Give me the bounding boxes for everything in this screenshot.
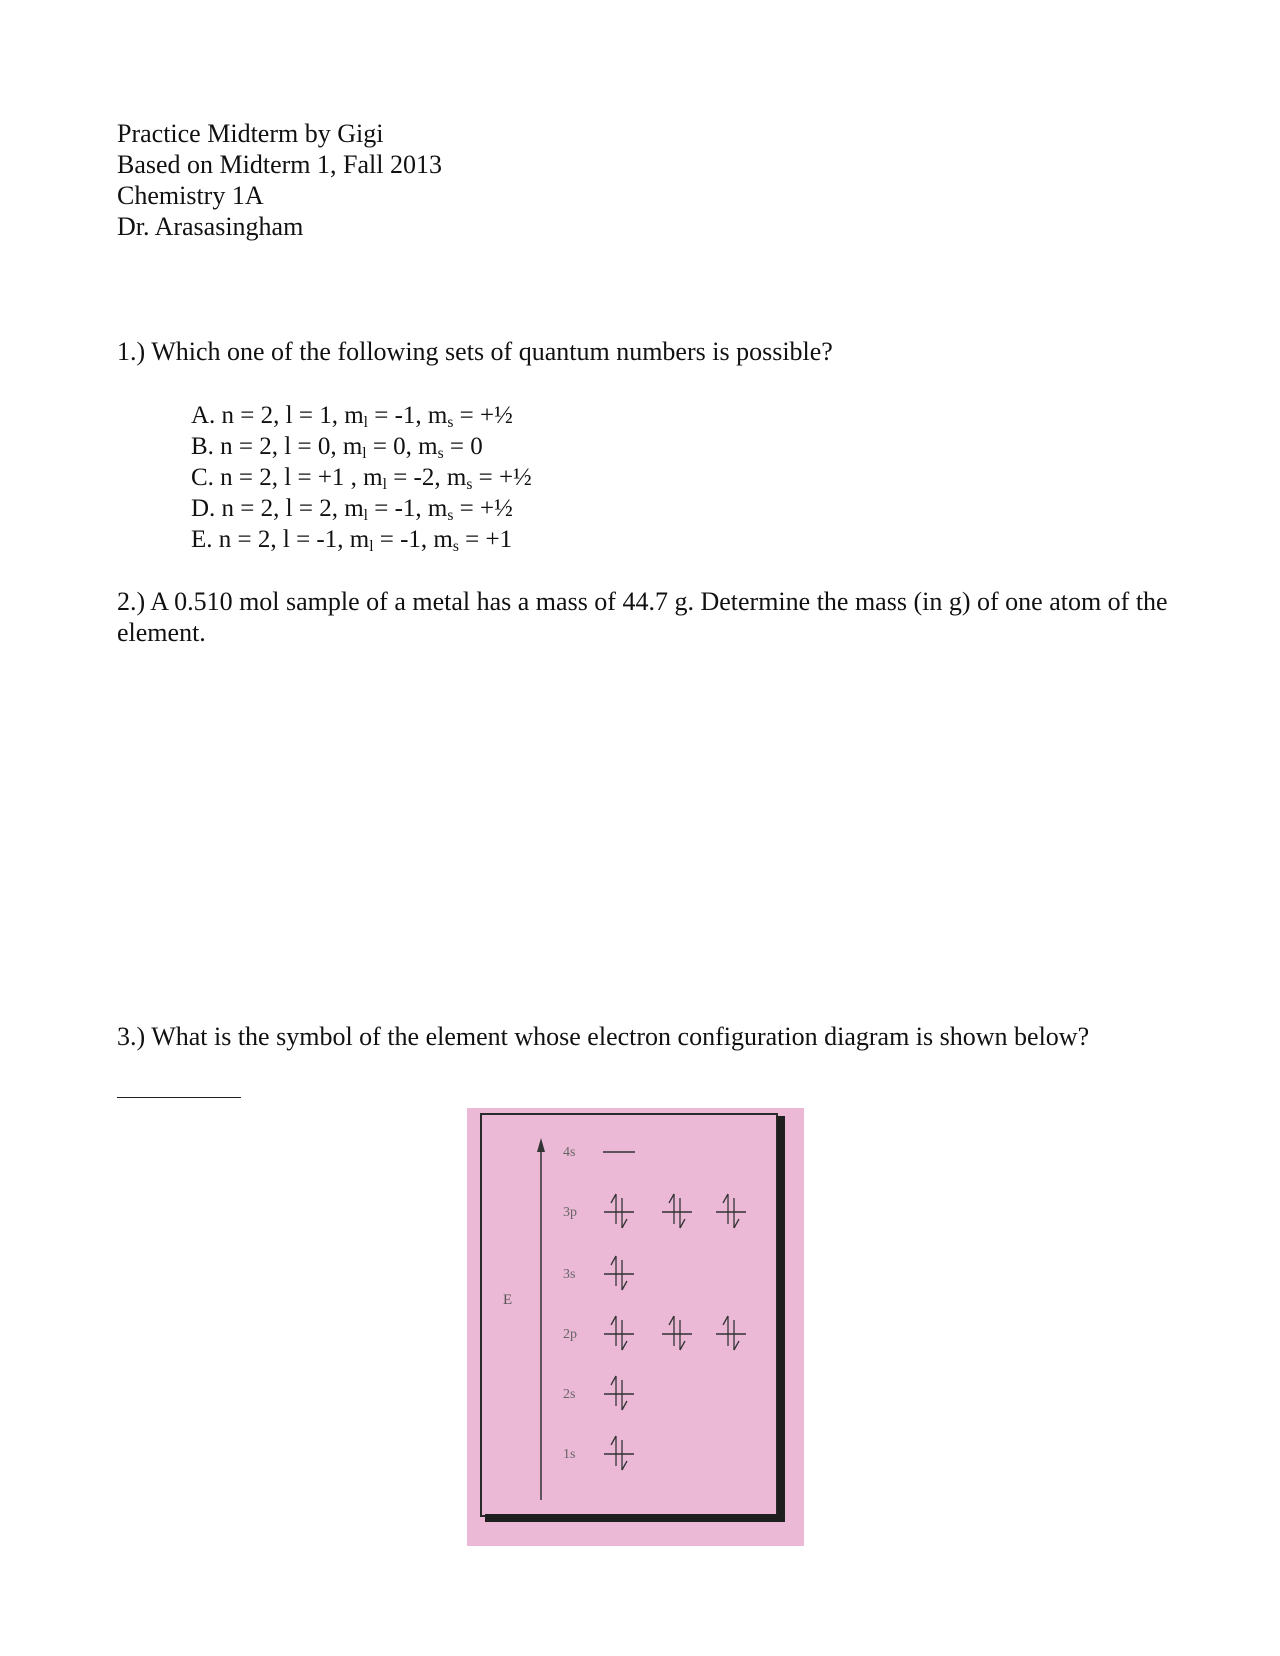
level-label-3p: 3p <box>563 1205 577 1220</box>
level-label-2p: 2p <box>563 1327 577 1342</box>
diagram-background <box>467 1108 804 1546</box>
level-label-2s: 2s <box>563 1387 576 1402</box>
option-d: D. n = 2, l = 2, $m_l = -1$, $m_s$ = +½ <box>191 495 513 524</box>
diagram-frame-shadow-bottom <box>485 1514 785 1522</box>
question-2-prompt: 2.) A 0.510 mol sample of a metal has a mass of 44.7 g. Determine the mass (in g) of one atom of the element. <box>117 587 1168 647</box>
orbital-diagram-figure <box>467 1108 804 1546</box>
header-title: Practice Midterm by Gigi <box>117 119 384 148</box>
question-3-prompt: 3.) What is the symbol of the element whose electron configuration diagram is shown below? <box>117 1022 1090 1051</box>
option-e: E. n = 2, l = -1, $m_l = -1$, $m_s = +1$ <box>191 526 513 555</box>
header-source: Based on Midterm 1, Fall 2013 <box>117 150 442 179</box>
option-a: A. n = 2, l = 1, $m_l = -1$, $m_s$ = +½ <box>191 402 513 431</box>
document-header <box>117 118 442 242</box>
level-label-1s: 1s <box>563 1447 576 1462</box>
level-label-4s: 4s <box>563 1145 576 1160</box>
orbital-diagram <box>467 1108 804 1546</box>
question-1-options <box>191 400 532 555</box>
energy-axis-label: E <box>503 1292 513 1308</box>
question-1-prompt: 1.) Which one of the following sets of quantum numbers is possible? <box>117 337 833 366</box>
option-c: C. n = 2, l = +1 , $m_l = -2$, $m_s$ = +½ <box>191 464 532 493</box>
header-instructor: Dr. Arasasingham <box>117 212 304 241</box>
header-course: Chemistry 1A <box>117 181 264 210</box>
level-label-3s: 3s <box>563 1267 576 1282</box>
option-b: B. n = 2, l = 0, $m_l = 0$, $m_s = 0$ <box>191 433 483 462</box>
answer-blank-line <box>117 1097 241 1098</box>
diagram-frame-shadow-right <box>777 1116 785 1522</box>
